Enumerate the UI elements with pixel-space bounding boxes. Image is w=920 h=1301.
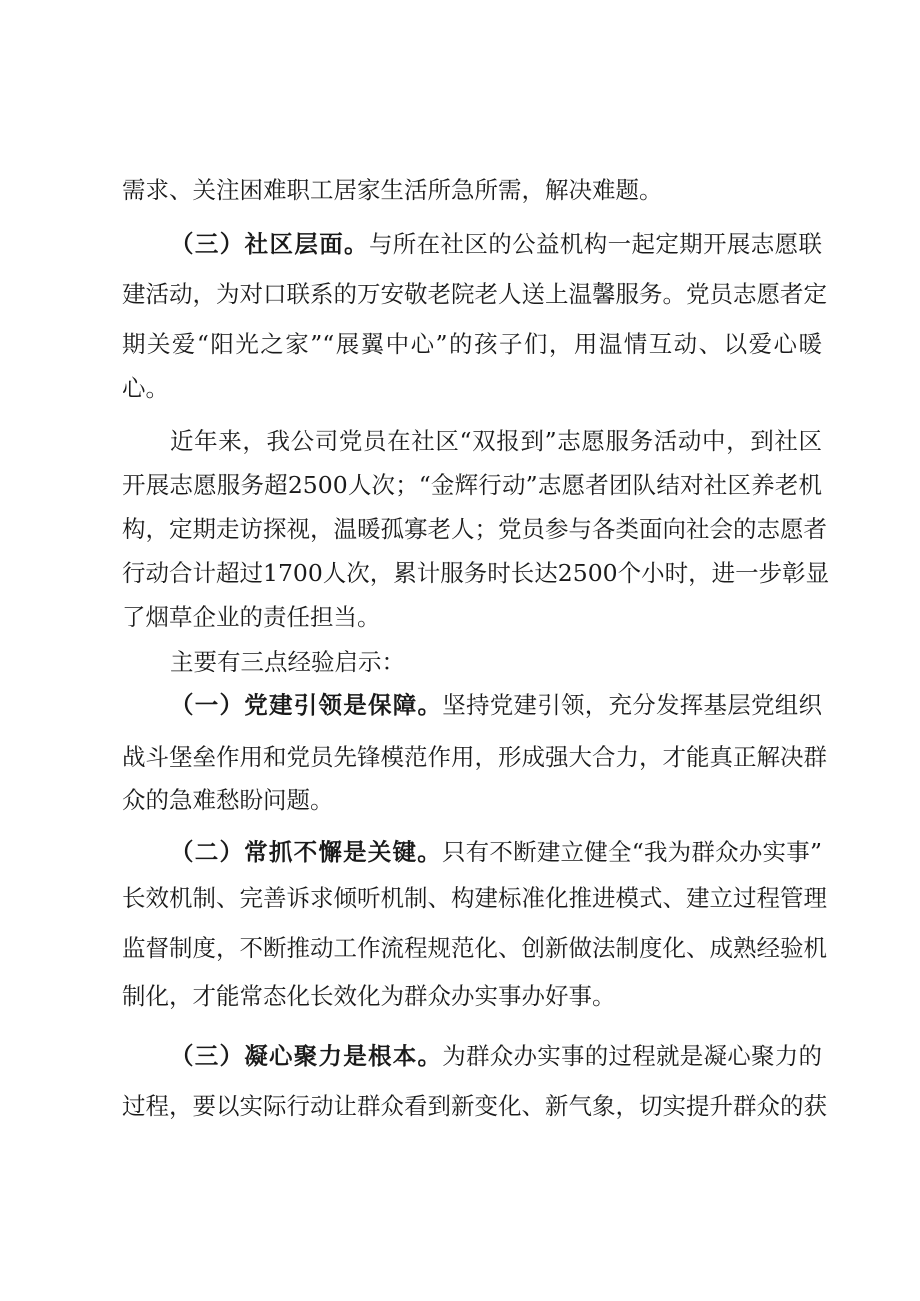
section-heading: （二）常抓不懈是关键。 xyxy=(170,838,442,866)
section-heading: （三）凝心聚力是根本。 xyxy=(170,1042,443,1070)
paragraph-line: 需求、关注困难职工居家生活所急所需，解决难题。 xyxy=(122,176,663,204)
section-heading: （一）党建引领是保障。 xyxy=(170,691,443,719)
paragraph-text: 坚持党建引领，充分发挥基层党组织 xyxy=(442,691,822,719)
paragraph-line: 行动合计超过1700人次，累计服务时长达2500个小时，进一步彰显 xyxy=(122,559,830,587)
paragraph-line: 心。 xyxy=(122,374,169,402)
paragraph-line xyxy=(170,1038,822,1074)
paragraph-line xyxy=(170,226,822,262)
paragraph-text: 为群众办实事的过程就是凝心聚力的 xyxy=(442,1042,822,1070)
paragraph-line xyxy=(170,834,822,870)
paragraph-text: 只有不断建立健全“我为群众办实事” xyxy=(441,838,823,866)
paragraph-text: 与所在社区的公益机构一起定期开展志愿联 xyxy=(368,230,823,258)
paragraph-line: 近年来，我公司党员在社区“双报到”志愿服务活动中，到社区 xyxy=(170,427,822,455)
paragraph-line: 期关爱“阳光之家”“展翼中心”的孩子们，用温情互动、以爱心暖 xyxy=(122,330,822,358)
paragraph-line: 监督制度，不断推动工作流程规范化、创新做法制度化、成熟经验机 xyxy=(122,934,827,962)
paragraph-line: 制化，才能常态化长效化为群众办实事办好事。 xyxy=(122,982,616,1010)
paragraph-line: 主要有三点经验启示： xyxy=(170,648,405,676)
paragraph-line: 构，定期走访探视，温暖孤寡老人；党员参与各类面向社会的志愿者 xyxy=(122,515,827,543)
paragraph-line: 开展志愿服务超2500人次；“金辉行动”志愿者团队结对社区养老机 xyxy=(122,471,822,499)
paragraph-line xyxy=(170,687,822,723)
paragraph-line: 长效机制、完善诉求倾听机制、构建标准化推进模式、建立过程管理 xyxy=(122,884,827,912)
paragraph-line: 众的急难愁盼问题。 xyxy=(122,786,334,814)
section-heading: （三）社区层面。 xyxy=(170,230,369,258)
paragraph-line: 战斗堡垒作用和党员先锋模范作用，形成强大合力，才能真正解决群 xyxy=(122,743,827,771)
paragraph-line: 建活动，为对口联系的万安敬老院老人送上温馨服务。党员志愿者定 xyxy=(122,280,827,308)
paragraph-line: 了烟草企业的责任担当。 xyxy=(122,603,381,631)
paragraph-line: 过程，要以实际行动让群众看到新变化、新气象，切实提升群众的获 xyxy=(122,1092,827,1120)
